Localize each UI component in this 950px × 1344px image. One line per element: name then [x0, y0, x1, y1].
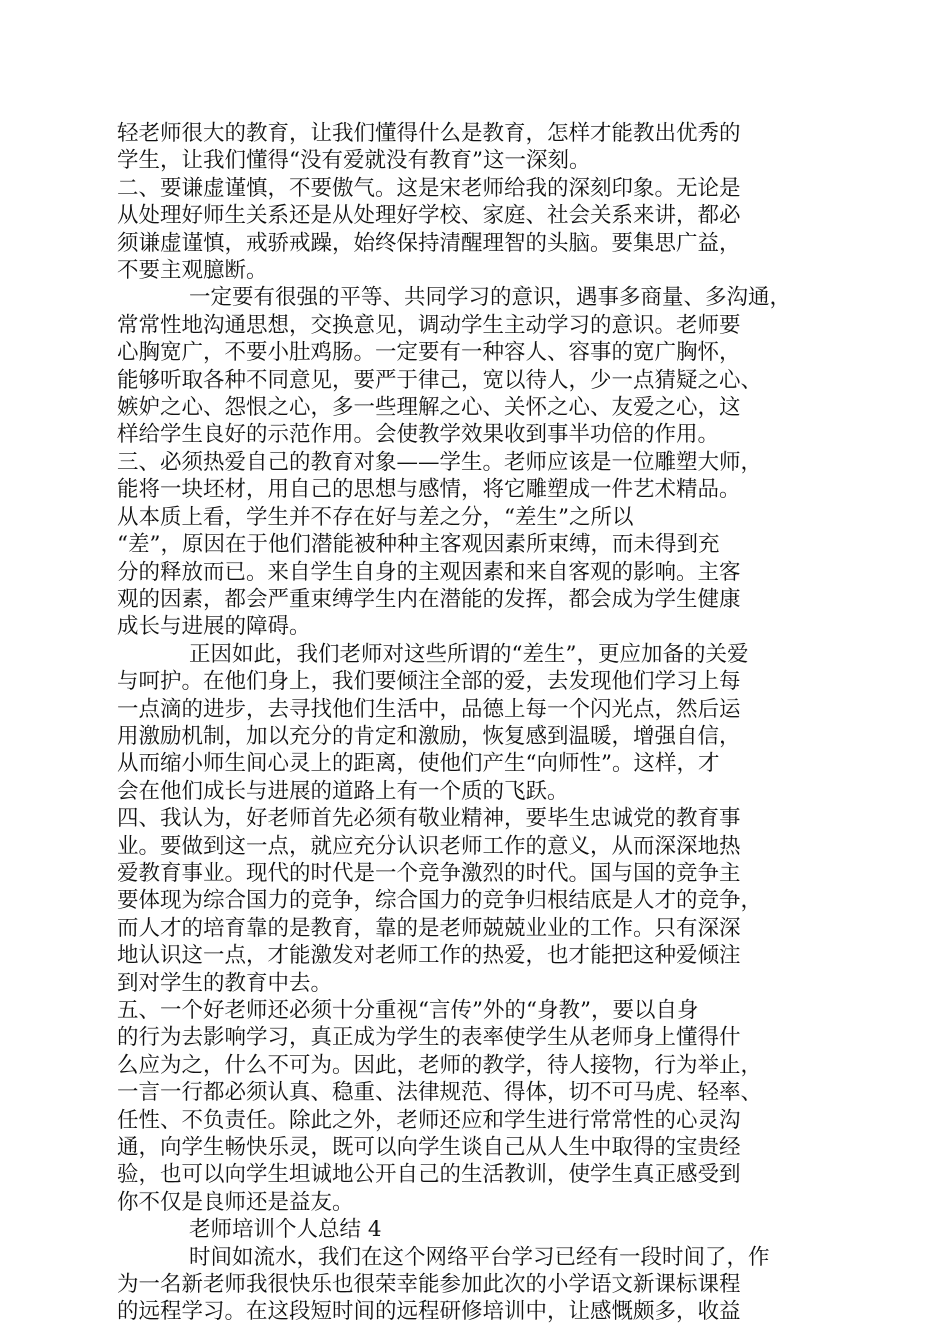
text-line: 你不仅是良师还是益友。	[117, 1189, 354, 1215]
text-line: 用激励机制，加以充分的肯定和激励，恢复感到温暖，增强自信，	[117, 723, 741, 749]
text-line: 通，向学生畅快乐灵，既可以向学生谈自己从人生中取得的宝贵经	[117, 1135, 741, 1161]
text-line: 要体现为综合国力的竞争，综合国力的竞争归根结底是人才的竞争，	[117, 888, 763, 914]
text-line: 能够听取各种不同意见，要严于律己，宽以待人，少一点猜疑之心、	[117, 367, 763, 393]
text-line: 一言一行都必须认真、稳重、法律规范、得体，切不可马虎、轻率、	[117, 1080, 763, 1106]
text-line: 心胸宽广，不要小肚鸡肠。一定要有一种容人、容事的宽广胸怀，	[117, 340, 741, 366]
text-line: 轻老师很大的教育，让我们懂得什么是教育，怎样才能教出优秀的	[117, 121, 741, 146]
text-line: 分的释放而已。来自学生自身的主观因素和来自客观的影响。主客	[117, 559, 741, 585]
text-line: 业。要做到这一点，就应充分认识老师工作的意义，从而深深地热	[117, 833, 741, 859]
text-line: 的行为去影响学习，真正成为学生的表率使学生从老师身上懂得什	[117, 1025, 741, 1051]
text-line: 四、我认为，好老师首先必须有敬业精神，要毕生忠诚党的教育事	[117, 806, 741, 832]
text-line: 一定要有很强的平等、共同学习的意识，遇事多商量、多沟通，	[189, 285, 792, 311]
text-line: 而人才的培育靠的是教育，靠的是老师兢兢业业的工作。只有深深	[117, 915, 741, 941]
text-line: 地认识这一点，才能激发对老师工作的热爱，也才能把这种爱倾注	[117, 943, 741, 969]
text-line: 能将一块坯材，用自己的思想与感情，将它雕塑成一件艺术精品。	[117, 477, 741, 503]
text-line: 老师培训个人总结 4	[189, 1217, 382, 1243]
text-line: 学生，让我们懂得“没有爱就没有教育”这一深刻。	[117, 148, 591, 174]
document-body	[117, 120, 833, 1326]
text-line: 的远程学习。在这段短时间的远程研修培训中，让感慨颇多，收益	[117, 1299, 741, 1325]
text-line: 三、必须热爱自己的教育对象——学生。老师应该是一位雕塑大师，	[117, 449, 763, 475]
text-line: 不要主观臆断。	[117, 258, 268, 284]
text-line: 一点滴的进步，去寻找他们生活中，品德上每一个闪光点，然后运	[117, 696, 741, 722]
text-line: 嫉妒之心、怨恨之心，多一些理解之心、关怀之心、友爱之心，这	[117, 395, 741, 421]
text-line: 为一名新老师我很快乐也很荣幸能参加此次的小学语文新课标课程	[117, 1272, 741, 1298]
text-line: “差”，原因在于他们潜能被种种主客观因素所束缚，而未得到充	[117, 532, 720, 558]
text-line: 观的因素，都会严重束缚学生内在潜能的发挥，都会成为学生健康	[117, 586, 741, 612]
text-line: 会在他们成长与进展的道路上有一个质的飞跃。	[117, 778, 569, 804]
text-line: 从而缩小师生间心灵上的距离，使他们产生“向师性”。这样，才	[117, 751, 720, 777]
text-line: 么应为之，什么不可为。因此，老师的教学，待人接物，行为举止，	[117, 1052, 763, 1078]
text-line: 五、一个好老师还必须十分重视“言传”外的“身教”，要以自身	[117, 998, 699, 1023]
text-line: 验，也可以向学生坦诚地公开自己的生活教训，使学生真正感受到	[117, 1162, 741, 1188]
text-line: 常常性地沟通思想，交换意见，调动学生主动学习的意识。老师要	[117, 312, 741, 338]
text-line: 爱教育事业。现代的时代是一个竞争激烈的时代。国与国的竞争主	[117, 860, 741, 886]
text-line: 从处理好师生关系还是从处理好学校、家庭、社会关系来讲，都必	[117, 203, 741, 229]
text-line: 二、要谦虚谨慎，不要傲气。这是宋老师给我的深刻印象。无论是	[117, 175, 741, 201]
text-line: 任性、不负责任。除此之外，老师还应和学生进行常常性的心灵沟	[117, 1107, 741, 1133]
text-line: 从本质上看，学生并不存在好与差之分，“差生”之所以	[117, 504, 634, 530]
text-line: 须谦虚谨慎，戒骄戒躁，始终保持清醒理智的头脑。要集思广益，	[117, 230, 741, 256]
text-line: 正因如此，我们老师对这些所谓的“差生”，更应加备的关爱	[189, 641, 749, 667]
text-line: 成长与进展的障碍。	[117, 614, 311, 640]
text-line: 与呵护。在他们身上，我们要倾注全部的爱，去发现他们学习上每	[117, 669, 741, 695]
text-line: 样给学生良好的示范作用。会使教学效果收到事半功倍的作用。	[117, 422, 720, 448]
text-line: 到对学生的教育中去。	[117, 970, 333, 996]
text-line: 时间如流水，我们在这个网络平台学习已经有一段时间了，作	[189, 1244, 770, 1270]
